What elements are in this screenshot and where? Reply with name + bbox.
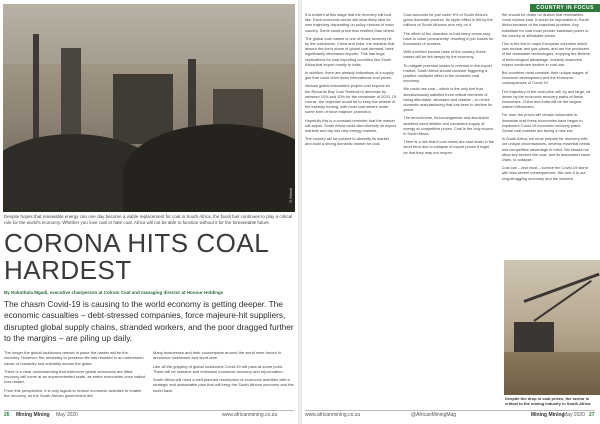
paragraph: Coal accounts for just under 6% of South Africa's gross domestic product. Its ripple effect is felt by the millions of South Africans who rely on it. [403,12,493,28]
paragraph: The longer the global lockdowns remain in place the harder will be the recovery. However, the necessity to preserve life has resulted in an unforeseen cause of humanity and solidarity across the globe. [4,350,144,366]
photo-caption: Despite hopes that renewable energy can one day become a viable replacement for coal in South Africa, the fossil fuel continues to play a critical role for the world's economy. Whether you love coal or hate coal, Africa will not be able to function without it for the foreseeable future. [4,214,293,225]
right-col-2 [403,12,494,352]
byline: By Nokuthula Mgadi, executive chairperson at Colrum Coal and managing director at Honour Holdings [4,290,224,295]
paragraph: The effect of the downturn is that many mines may have to close permanently, resulting in job losses for thousands of workers. [403,30,494,47]
paragraph: Coal can – and must – survive the Covid-19 storm with less severe consequences. We owe it to our long-struggling economy and the workers. [501,165,588,181]
paragraph: We could use coal – which is the only fuel that simultaneously satisfies three critical elements of being affordable, abundant and reliable – to revive domestic manufacturing that has been in decline for years. [403,86,493,113]
footer-url[interactable]: www.africanmining.co.za [305,412,361,418]
paragraph: To mitigate potential losses in revenue in the export market, South Africa should consider triggering a positive multiplier effect in the domestic coal economy. [403,62,492,84]
right-footer [301,412,600,422]
right-page [301,0,600,424]
standfirst: The chasm Covid-19 is causing to the world economy is getting deeper. The economic casualties – debt-stressed companies, force majeure-hit suppliers, disrupted global supply chains, stranded workers, and the poor dragged further to the margins – are piling up daily. [4,299,294,343]
paragraph: There is a risk that if coal mines are shut down in the short term due to collapse of export prices it might be that they may not reopen. [403,139,495,155]
paragraph: We should be under no illusion that renewables could replace coal. It would be impossible in South Africa because of the baseload problem. Any substitute for coal must provide baseload power to the country at affordable prices. [501,12,589,38]
coal-power-station-photo [3,4,295,212]
footer-social[interactable]: @AfricanMiningMag [411,412,457,418]
paragraph: In addition, there are already indications of a supply glut that could drive down international coal prices. [305,70,394,81]
footer-date: May 2020 [56,412,78,418]
left-col-2 [153,350,294,406]
paragraph: South Africa will need a well-planned resumption of economic activities with a strategic and sustainable plan that will bring the South African economy and the world back. [153,377,294,393]
paragraph: It is evident at this stage that the recovery will look like. Each economic sector will most likely take its own trajectory, depending on policy choices of each country. Some could prove less resilient than others. [305,12,396,33]
paragraph: For now, the prices will remain vulnerable to downside until these economies have begun to implement Covid-19 economic recovery plans. Global coal markets are facing a new era. [501,112,583,134]
headline-line-2: HARDEST [4,255,132,285]
paragraph: Like all the gripping of global lockdowns Covid-19 will pass at some point. There will be massive and extensive economic recovery and rejuvenation. [153,363,284,374]
left-page [0,0,299,424]
page-number: 27 [589,412,595,418]
page-number: 26 [4,412,10,418]
right-col-1 [305,12,396,352]
paragraph: This is the link in major European countries which own nuclear and gas plants, and are the producers of the renewable technologies, enjoying the lifetime of technological advantage. Industry observers expect continued decline in coal use. [501,41,590,67]
paragraph: But countries must consider their unique stages of economic development and the economic consequences of Covid-19. [501,70,588,86]
section-tag: COUNTRY IN FOCUS [530,4,600,12]
dragline-excavator-photo [504,260,600,395]
footer-brand: Mining Mining [531,412,565,418]
paragraph: In South Africa, we must prepare for recovery with our unique circumstances, develop essential needs and competitive advantage in mind. We should not allow key sectors like coal, and its associated value chain, to collapse. [501,136,591,163]
paragraph: Hopefully this is a constant reminder that the market will adjust. South Africa could also diversify its export markets and tap into new energy markets. [305,117,396,134]
left-col-1 [4,350,145,406]
paragraph: Various global forecasters project coal exports for the Richards Bay Coal Terminal to decrease by between 10% and 20% for the remainder of 2020. Of course, the objective would be to keep the wheels of the industry turning, with most coal miners under some form of force majeure protection. [305,83,397,115]
paragraph: The ferrochrome, ferromanganese and aluminium smelters need reliable and consistent supply of energy at competitive prices. Coal is the only source in South Africa. [403,115,494,137]
right-photo-caption: Despite the drop in coal prices, the sector is critical to the mining industry in South Africa [505,396,591,406]
paragraph: The trajectory of the coal price will, by and large, be driven by the economic recovery paths of these economies. China and India will be the largest market influencers. [501,88,591,110]
left-body-columns [4,350,294,406]
paragraph: Many businesses and their counterparts around the world were forced to announce lockdowns and short-time. [153,350,282,361]
footer-brand: Mining Mining [16,412,50,418]
footer-date: May 2020 [563,412,585,418]
headline-line-1: CORONA HITS COAL [4,228,270,258]
paragraph: From this perspective, it is only logical to reduce economic activities to enable the recovery, as the South African government did. [4,387,142,399]
paragraph: There is a clear understanding that whenever global lockdowns are lifted, recovery will come at an unprecedented scale, as entire economies once halted now restart. [4,368,145,385]
paragraph: The country will be pushed to diversify its market and build a strong domestic market for coal. [305,136,389,147]
right-col-3 [502,12,593,257]
photo-credit: ©iStock [288,188,293,204]
paragraph: The global coal market is one of those severely hit by the lockdowns. China and India, the markets that absorb the lion's share of global coal demand, have significantly decreased imports. This has huge implications for coal exporting countries like South Africa that export mostly to India. [305,35,395,67]
footer-url[interactable]: www.africanmining.co.za [222,412,278,418]
article-headline [4,230,294,284]
paragraph: With a limited income base of the country, these losses will be felt deeply by the economy. [403,49,486,60]
left-footer [0,412,299,422]
